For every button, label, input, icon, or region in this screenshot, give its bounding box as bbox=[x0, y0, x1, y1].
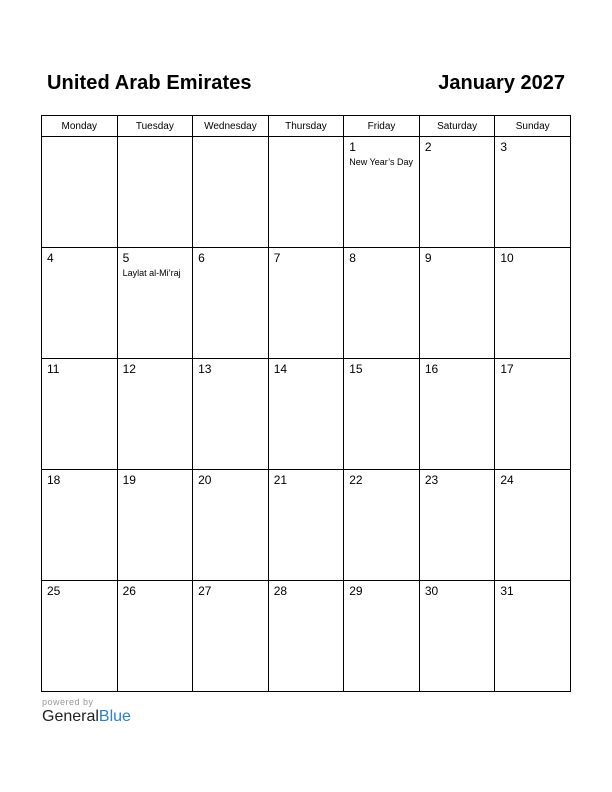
day-cell[interactable] bbox=[117, 470, 193, 581]
week-row bbox=[42, 248, 571, 359]
weekday-saturday: Saturday bbox=[419, 116, 495, 137]
empty-day-cell bbox=[117, 137, 193, 248]
day-cell[interactable] bbox=[268, 581, 344, 692]
country-title: United Arab Emirates bbox=[47, 72, 252, 94]
day-number: 19 bbox=[122, 473, 136, 487]
day-cell[interactable] bbox=[344, 248, 420, 359]
day-number: 5 bbox=[122, 251, 130, 265]
day-cell[interactable] bbox=[344, 359, 420, 470]
day-number: 23 bbox=[424, 473, 439, 487]
day-number: 7 bbox=[273, 251, 281, 265]
day-number: 29 bbox=[349, 584, 363, 598]
week-row bbox=[42, 581, 571, 692]
weekday-wednesday: Wednesday bbox=[193, 116, 269, 137]
empty-day-cell bbox=[193, 137, 269, 248]
holiday-label: New Year’s Day bbox=[349, 157, 413, 167]
day-cell[interactable] bbox=[419, 581, 495, 692]
day-cell[interactable] bbox=[193, 581, 269, 692]
day-number: 25 bbox=[47, 584, 61, 598]
day-number: 28 bbox=[273, 584, 288, 598]
day-number: 12 bbox=[122, 362, 136, 376]
weekday-friday: Friday bbox=[344, 116, 420, 137]
day-number: 22 bbox=[349, 473, 363, 487]
day-number: 4 bbox=[47, 251, 54, 265]
empty-day-cell bbox=[268, 137, 344, 248]
day-cell[interactable] bbox=[193, 248, 269, 359]
day-number: 21 bbox=[273, 473, 288, 487]
day-cell[interactable] bbox=[268, 359, 344, 470]
day-number: 6 bbox=[198, 251, 205, 265]
day-cell[interactable] bbox=[419, 248, 495, 359]
day-number: 14 bbox=[273, 362, 288, 376]
day-cell[interactable] bbox=[117, 359, 193, 470]
day-number: 11 bbox=[47, 362, 60, 376]
day-cell[interactable] bbox=[344, 137, 420, 248]
day-cell[interactable] bbox=[495, 137, 571, 248]
day-number: 1 bbox=[349, 140, 356, 154]
day-cell[interactable] bbox=[495, 470, 571, 581]
weekday-thursday: Thursday bbox=[268, 116, 344, 137]
day-number: 13 bbox=[198, 362, 212, 376]
calendar-grid bbox=[41, 115, 571, 692]
day-cell[interactable] bbox=[268, 248, 344, 359]
day-cell[interactable] bbox=[42, 248, 118, 359]
weekday-tuesday: Tuesday bbox=[117, 116, 193, 137]
day-number: 10 bbox=[500, 251, 514, 265]
day-cell[interactable] bbox=[495, 581, 571, 692]
week-row bbox=[42, 137, 571, 248]
weekday-sunday: Sunday bbox=[495, 116, 571, 137]
day-cell[interactable] bbox=[495, 248, 571, 359]
brand-general: General bbox=[42, 708, 99, 725]
day-number: 27 bbox=[198, 584, 212, 598]
day-number: 15 bbox=[349, 362, 363, 376]
day-cell[interactable] bbox=[193, 359, 269, 470]
day-cell[interactable] bbox=[117, 248, 193, 359]
day-cell[interactable] bbox=[42, 470, 118, 581]
day-number: 3 bbox=[500, 140, 508, 154]
day-number: 17 bbox=[500, 362, 514, 376]
day-number: 24 bbox=[500, 473, 514, 487]
day-number: 2 bbox=[424, 140, 432, 154]
day-number: 16 bbox=[424, 362, 439, 376]
brand-logo[interactable] bbox=[42, 708, 131, 726]
day-cell[interactable] bbox=[268, 470, 344, 581]
day-cell[interactable] bbox=[193, 470, 269, 581]
weekday-header-row bbox=[42, 116, 571, 137]
day-cell[interactable] bbox=[344, 581, 420, 692]
month-year-title: January 2027 bbox=[438, 72, 565, 94]
day-number: 8 bbox=[349, 251, 356, 265]
holiday-label: Laylat al-Mi’raj bbox=[122, 268, 181, 278]
day-cell[interactable] bbox=[42, 581, 118, 692]
day-number: 20 bbox=[198, 473, 212, 487]
day-cell[interactable] bbox=[419, 470, 495, 581]
day-cell[interactable] bbox=[344, 470, 420, 581]
day-cell[interactable] bbox=[42, 359, 118, 470]
day-number: 26 bbox=[122, 584, 136, 598]
day-cell[interactable] bbox=[495, 359, 571, 470]
empty-day-cell bbox=[42, 137, 118, 248]
day-number: 18 bbox=[47, 473, 61, 487]
week-row bbox=[42, 470, 571, 581]
day-cell[interactable] bbox=[419, 359, 495, 470]
day-number: 30 bbox=[424, 584, 439, 598]
day-cell[interactable] bbox=[419, 137, 495, 248]
week-row bbox=[42, 359, 571, 470]
weekday-monday: Monday bbox=[42, 116, 118, 137]
day-cell[interactable] bbox=[117, 581, 193, 692]
brand-blue: Blue bbox=[98, 708, 131, 725]
powered-by-text: powered by bbox=[42, 697, 94, 707]
footer-branding bbox=[42, 697, 131, 726]
day-number: 31 bbox=[500, 584, 514, 598]
day-number: 9 bbox=[424, 251, 432, 265]
